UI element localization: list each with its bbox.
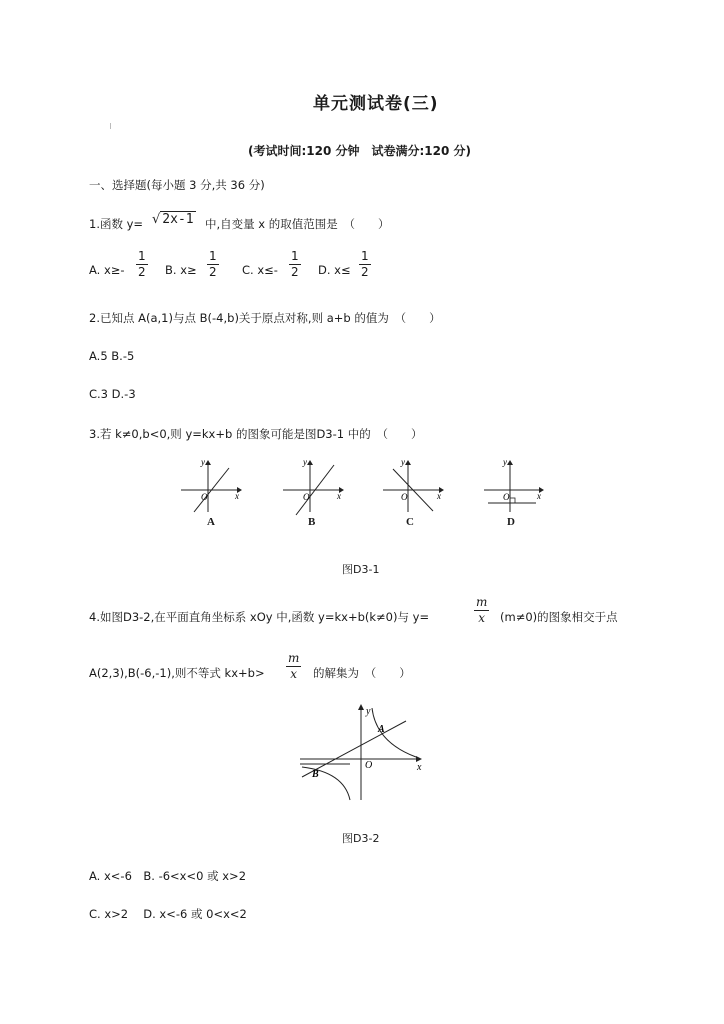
graph-label-c: C bbox=[406, 516, 414, 528]
figure-caption-d3-2: 图D3-2 bbox=[342, 832, 380, 845]
frac-den: x bbox=[478, 611, 486, 625]
figure-d3-2 bbox=[298, 702, 438, 802]
q1-option-b: B. x≥ bbox=[165, 263, 197, 277]
graph-c bbox=[383, 457, 444, 512]
q3-stem: 3.若 k≠0,b<0,则 y=kx+b 的图象可能是图D3-1 中的 （ ） bbox=[89, 427, 423, 441]
q2-options-line2: C.3 D.-3 bbox=[89, 387, 136, 401]
q1-stem-end: 中,自变量 x 的取值范围是 （ ） bbox=[205, 217, 390, 231]
graph-label-b: B bbox=[308, 516, 316, 528]
q1-option-c: C. x≤- bbox=[242, 263, 278, 277]
frac-num: m bbox=[288, 651, 300, 665]
y-axis-label: y bbox=[503, 457, 507, 467]
frac-den: 2 bbox=[209, 265, 217, 279]
q1-radicand: 2x-1 bbox=[162, 212, 194, 227]
section-heading: 一、选择题(每小题 3 分,共 36 分) bbox=[89, 178, 265, 192]
q4-frac-m-over-x bbox=[474, 595, 489, 626]
graph-label-d: D bbox=[507, 516, 515, 528]
frac-num: 1 bbox=[138, 249, 146, 263]
figure-caption-d3-1: 图D3-1 bbox=[342, 563, 380, 576]
q4-line2-start: A(2,3),B(-6,-1),则不等式 kx+b> bbox=[89, 666, 265, 680]
origin-label: O bbox=[365, 760, 373, 771]
frac-num: 1 bbox=[361, 249, 369, 263]
frac-num: 1 bbox=[209, 249, 217, 263]
q1-option-b-frac bbox=[207, 249, 219, 280]
frac-den: x bbox=[290, 667, 298, 681]
q2-options-line1: A.5 B.-5 bbox=[89, 349, 135, 363]
q4-frac-m-over-x-2 bbox=[286, 651, 301, 682]
q4-options-line1: A. x<-6 B. -6<x<0 或 x>2 bbox=[89, 869, 247, 883]
point-b-label: B bbox=[312, 769, 319, 780]
q1-option-c-frac bbox=[289, 249, 301, 280]
frac-den: 2 bbox=[138, 265, 146, 279]
q1-stem-start: 1.函数 y= bbox=[89, 217, 144, 231]
x-axis-label: x bbox=[235, 491, 239, 501]
q1-sqrt: √ 2x-1 bbox=[152, 212, 194, 227]
q4-stem-end: (m≠0)的图象相交于点 bbox=[500, 610, 618, 624]
q2-stem: 2.已知点 A(a,1)与点 B(-4,b)关于原点对称,则 a+b 的值为 （ ） bbox=[89, 311, 441, 325]
scan-mark bbox=[110, 123, 111, 129]
origin-label: O bbox=[401, 492, 408, 502]
y-axis-label: y bbox=[201, 457, 205, 467]
y-axis-label: y bbox=[401, 457, 405, 467]
x-axis-label: x bbox=[437, 491, 441, 501]
point-a-label: A bbox=[378, 724, 385, 735]
q1-option-d-frac bbox=[359, 249, 371, 280]
origin-label: O bbox=[201, 492, 208, 502]
frac-num: m bbox=[476, 595, 488, 609]
y-axis-label: y bbox=[303, 457, 307, 467]
frac-num: 1 bbox=[291, 249, 299, 263]
q3-graphs bbox=[0, 455, 724, 535]
frac-den: 2 bbox=[291, 265, 299, 279]
graph-a bbox=[181, 457, 242, 512]
frac-den: 2 bbox=[361, 265, 369, 279]
graph-b bbox=[283, 457, 344, 515]
graph-d bbox=[484, 457, 544, 512]
q1-option-a-frac bbox=[136, 249, 148, 280]
q4-line2-end: 的解集为 （ ） bbox=[313, 666, 411, 680]
x-axis-label: x bbox=[537, 491, 541, 501]
origin-label: O bbox=[303, 492, 310, 502]
x-axis-label: x bbox=[417, 762, 422, 773]
y-axis-label: y bbox=[366, 706, 371, 717]
q4-options-line2: C. x>2 D. x<-6 或 0<x<2 bbox=[89, 907, 247, 921]
exam-info: (考试时间:120 分钟 试卷满分:120 分) bbox=[248, 144, 472, 158]
x-axis-label: x bbox=[337, 491, 341, 501]
graph-label-a: A bbox=[207, 516, 215, 528]
q1-option-a: A. x≥- bbox=[89, 263, 125, 277]
page-title: 单元测试卷(三) bbox=[313, 94, 439, 114]
q4-stem-start: 4.如图D3-2,在平面直角坐标系 xOy 中,函数 y=kx+b(k≠0)与 y= bbox=[89, 610, 430, 624]
q1-option-d: D. x≤ bbox=[318, 263, 351, 277]
origin-label: O bbox=[503, 492, 510, 502]
